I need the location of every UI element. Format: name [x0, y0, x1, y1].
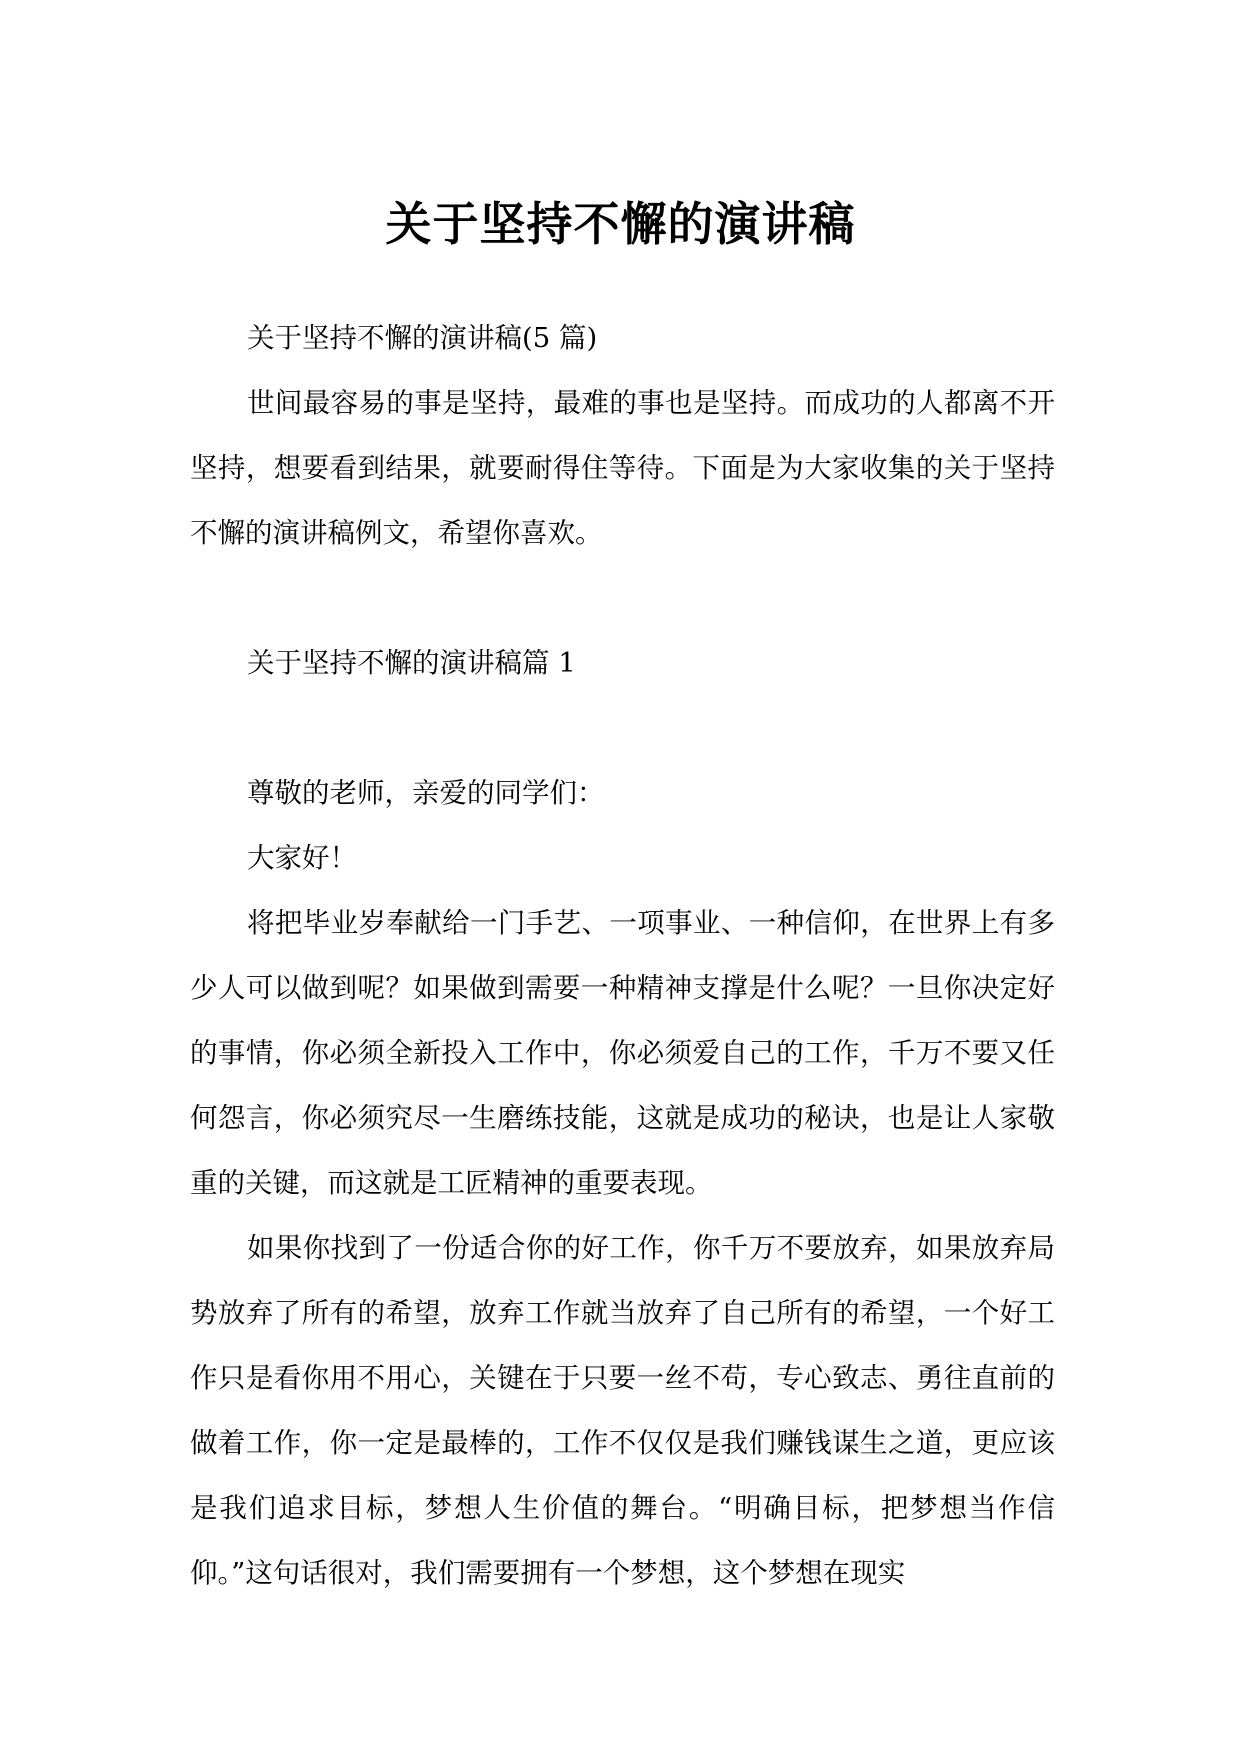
body-paragraph-1: 将把毕业岁奉献给一门手艺、一项事业、一种信仰，在世界上有多少人可以做到呢？如果做到需要一种精神支撑是什么呢？一旦你决定好的事情，你必须全新投入工作中，你必须爱自己的工作，千万不要又任何怨言，你必须究尽一生磨练技能，这就是成功的秘诀，也是让人家敬重的关键，而这就是工匠精神的重要表现。 — [190, 907, 1055, 1199]
body-paragraph-2: 如果你找到了一份适合你的好工作，你千万不要放弃，如果放弃局势放弃了所有的希望，放弃工作就当放弃了自己所有的希望，一个好工作只是看你用不用心，关键在于只要一丝不苟，专心致志、勇往直前的做着工作，你一定是最棒的，工作不仅仅是我们赚钱谋生之道，更应该是我们追求目标，梦想人生价值的舞台。“明确目标，把梦想当作信仰。”这句话很对，我们需要拥有一个梦想，这个梦想在现实 — [190, 1232, 1055, 1589]
blank-line — [190, 566, 1055, 631]
salutation-line: 尊敬的老师，亲爱的同学们： — [247, 777, 605, 809]
blank-line — [190, 696, 1055, 761]
subtitle-line: 关于坚持不懈的演讲稿(5 篇) — [247, 322, 598, 354]
document-title: 关于坚持不懈的演讲稿 — [385, 197, 856, 251]
intro-paragraph: 世间最容易的事是坚持，最难的事也是坚持。而成功的人都离不开坚持，想要看到结果，就要耐得住等待。下面是为大家收集的关于坚持不懈的演讲稿例文，希望你喜欢。 — [190, 387, 1055, 549]
greeting-line: 大家好！ — [247, 842, 357, 874]
document-body — [190, 306, 1055, 1606]
section-heading: 关于坚持不懈的演讲稿篇 1 — [247, 647, 576, 679]
